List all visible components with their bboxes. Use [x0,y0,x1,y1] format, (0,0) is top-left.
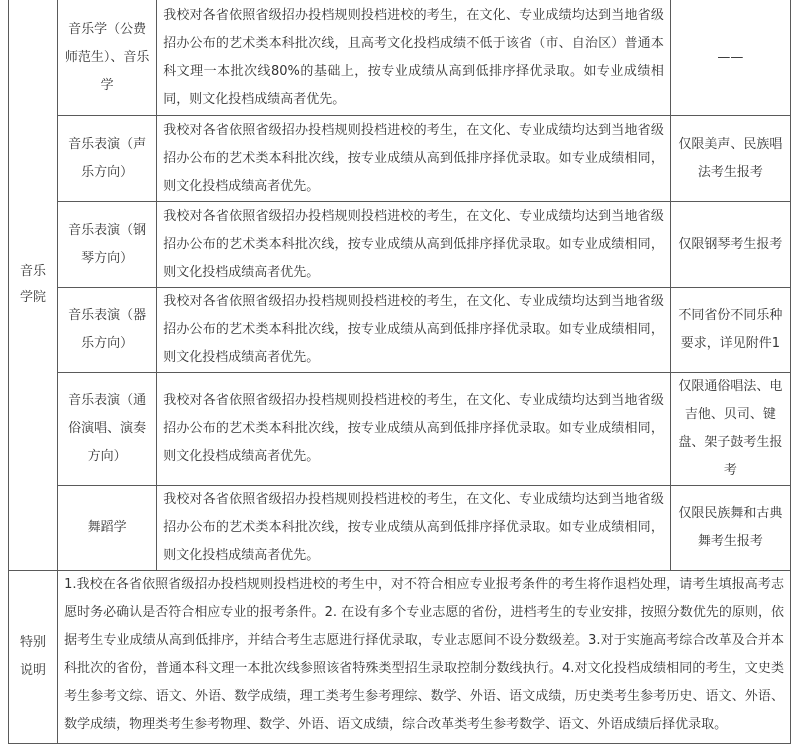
rule-text: 我校对各省依照省级招办投档规则投档进校的考生，在文化、专业成绩均达到当地省级招办公布的艺术类本科批次线，按专业成绩从高到低排序择优录取。如专业成绩相同，则文化投档成绩高者优先。 [163,393,664,464]
table-row [9,116,791,202]
admission-rules-table [8,0,791,744]
note-text: 仅限美声、民族唱法考生报考 [678,136,783,180]
special-notes-row [9,571,791,744]
note-cell [670,202,790,288]
special-label: 特别说明 [20,635,47,678]
note-text: 仅限通俗唱法、电吉他、贝司、键盘、架子鼓考生报考 [678,379,783,478]
rule-cell [157,116,671,202]
rule-text: 我校对各省依照省级招办投档规则投档进校的考生，在文化、专业成绩均达到当地省级招办公布的艺术类本科批次线，且高考文化投档成绩不低于该省（市、自治区）普通本科文理一本批次线80%的基础上，按专业成绩从高到低排序择优录取。如专业成绩相同，则文化投档成绩高者优先。 [163,7,664,107]
rule-cell [157,373,671,486]
major-label: 音乐表演（器乐方向） [68,308,147,351]
major-label: 音乐表演（通俗演唱、演奏方向） [68,393,147,464]
major-cell [58,202,157,288]
note-cell [670,288,790,373]
note-cell [670,116,790,202]
rule-cell [157,486,671,571]
major-label: 音乐学（公费师范生）、音乐学 [64,21,150,93]
special-label-cell [9,571,58,744]
rule-cell [157,0,671,116]
table-row [9,202,791,288]
table-row [9,288,791,373]
major-label: 音乐表演（钢琴方向） [68,222,147,266]
rule-cell [157,288,671,373]
table-row [9,373,791,486]
rule-text: 我校对各省依照省级招办投档规则投档进校的考生，在文化、专业成绩均达到当地省级招办公布的艺术类本科批次线，按专业成绩从高到低排序择优录取。如专业成绩相同，则文化投档成绩高者优先。 [163,208,664,280]
rule-text: 我校对各省依照省级招办投档规则投档进校的考生，在文化、专业成绩均达到当地省级招办公布的艺术类本科批次线，按专业成绩从高到低排序择优录取。如专业成绩相同，则文化投档成绩高者优先。 [163,122,664,194]
special-text-cell [58,571,791,744]
note-text: 仅限钢琴考生报考 [678,236,783,252]
note-text: 不同省份不同乐种要求，详见附件1 [678,308,783,351]
note-dash: —— [717,49,744,65]
major-cell [58,0,157,116]
special-notes-text: 1.我校在各省依照省级招办投档规则投档进校的考生中，对不符合相应专业报考条件的考生将作退档处理，请考生填报高考志愿时务必确认是否符合相应专业的报考条件。2. 在设有多个专业志愿的省份，进档考生的专业安排，按照分数优先的原则，依据考生专业成绩从高到低排序，并结合考生志愿进行择优录取，专业志愿间不设分数级差。3.对于实施高考综合改革及合并本科批次的省份，普通本科文理一本批次线参照该省特殊类型招生录取控制分数线执行。4.对文化投档成绩相同的考生，文史类考生参考文综、语文、外语、数学成绩，理工类考生参考理综、数学、外语、语文成绩，历史类考生参考历史、语文、外语、数学成绩，物理类考生参考物理、数学、外语、语文成绩，综合改革类考生参考数学、语文、外语成绩后择优录取。 [64,577,784,732]
rule-text: 我校对各省依照省级招办投档规则投档进校的考生，在文化、专业成绩均达到当地省级招办公布的艺术类本科批次线，按专业成绩从高到低排序择优录取。如专业成绩相同，则文化投档成绩高者优先。 [163,492,664,563]
note-cell [670,486,790,571]
major-cell [58,116,157,202]
rule-cell [157,202,671,288]
major-label: 音乐表演（声乐方向） [68,136,147,180]
note-cell [670,373,790,486]
major-cell [58,373,157,486]
major-cell [58,288,157,373]
note-cell [670,0,790,116]
college-cell [9,0,58,571]
major-label: 舞蹈学 [87,520,127,535]
table-row [9,0,791,116]
rule-text: 我校对各省依照省级招办投档规则投档进校的考生，在文化、专业成绩均达到当地省级招办公布的艺术类本科批次线，按专业成绩从高到低排序择优录取。如专业成绩相同，则文化投档成绩高者优先。 [163,294,664,365]
note-text: 仅限民族舞和古典舞考生报考 [678,506,783,549]
college-label: 音乐学院 [20,264,47,305]
table-row [9,486,791,571]
major-cell [58,486,157,571]
